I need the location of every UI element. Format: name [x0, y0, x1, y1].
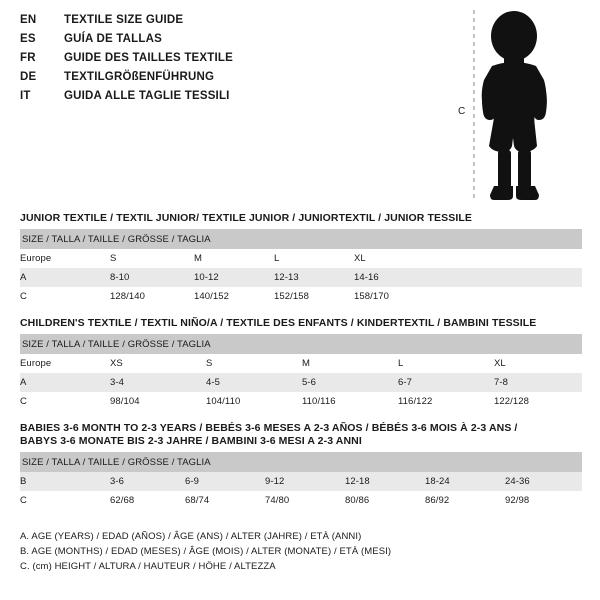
header-language-code: ES: [20, 33, 36, 45]
section-title-line2: BABYS 3-6 MONATE BIS 2-3 JAHRE / BAMBINI 3-6 MESI A 2-3 ANNI: [20, 435, 362, 447]
cell-value: 6-9: [185, 472, 265, 491]
cell-value: 9-12: [265, 472, 345, 491]
header-title: GUÍA DE TALLAS: [64, 33, 162, 45]
column-header: M: [194, 253, 203, 264]
header-block: [20, 14, 440, 109]
table-band-row: [20, 452, 582, 472]
row-label: C: [20, 291, 27, 302]
band-label: SIZE / TALLA / TAILLE / GRÖSSE / TAGLIA: [20, 334, 582, 354]
header-title: TEXTILE SIZE GUIDE: [64, 14, 184, 26]
cell-value: 86/92: [425, 495, 450, 506]
table-row: [20, 287, 582, 306]
cell-empty: [434, 287, 582, 306]
header-row: [20, 90, 440, 109]
figure-measure-label: C: [458, 106, 466, 117]
footnote-c: C. (cm) HEIGHT / ALTURA / HAUTEUR / HÖHE / ALTEZZA: [20, 561, 276, 572]
cell-value: 92/98: [505, 495, 530, 506]
column-header: XS: [110, 358, 123, 369]
cell-empty: [434, 268, 582, 287]
section-title: JUNIOR TEXTILE / TEXTIL JUNIOR/ TEXTILE JUNIOR / JUNIORTEXTIL / JUNIOR TESSILE: [20, 212, 472, 224]
cell-value: 110/116: [302, 396, 336, 407]
table-band-row: [20, 229, 582, 249]
row-label: A: [20, 268, 110, 287]
row-label: B: [20, 472, 110, 491]
header-row: [20, 14, 440, 33]
column-header: Europe: [20, 358, 52, 369]
table-row: [20, 491, 582, 510]
row-label: C: [20, 396, 27, 407]
cell-value: 3-6: [110, 472, 185, 491]
row-label: A: [20, 373, 110, 392]
cell-value: 3-4: [110, 373, 206, 392]
cell-value: 116/122: [398, 396, 433, 407]
header-language-code: IT: [20, 90, 31, 102]
header-language-code: EN: [20, 14, 37, 26]
column-header: XL: [354, 253, 366, 264]
childrens-size-table: [20, 334, 582, 411]
cell-value: 68/74: [185, 495, 210, 506]
section-title: [20, 422, 582, 452]
header-title: GUIDE DES TAILLES TEXTILE: [64, 52, 233, 64]
footnotes-block: [20, 529, 582, 574]
table-band-row: [20, 334, 582, 354]
cell-value: 98/104: [110, 396, 140, 407]
cell-value: 14-16: [354, 268, 434, 287]
toddler-silhouette-icon: [452, 6, 592, 206]
footnote-a: A. AGE (YEARS) / EDAD (AÑOS) / ÂGE (ANS) / ALTER (JAHRE) / ETÀ (ANNI): [20, 531, 362, 542]
header-row: [20, 33, 440, 52]
column-header: L: [274, 253, 280, 264]
row-label: C: [20, 495, 27, 506]
header-title: GUIDA ALLE TAGLIE TESSILI: [64, 90, 230, 102]
table-row: [20, 472, 582, 491]
cell-value: 104/110: [206, 396, 241, 407]
cell-value: 128/140: [110, 291, 146, 302]
band-label: SIZE / TALLA / TAILLE / GRÖSSE / TAGLIA: [20, 452, 582, 472]
cell-value: 6-7: [398, 373, 494, 392]
footnote-b: B. AGE (MONTHS) / EDAD (MESES) / ÂGE (MOIS) / ALTER (MONATE) / ETÀ (MESI): [20, 546, 392, 557]
table-header-row: [20, 249, 582, 268]
babies-size-table: [20, 452, 582, 510]
cell-value: 152/158: [274, 291, 310, 302]
measurement-figure: [452, 6, 592, 206]
band-label: SIZE / TALLA / TAILLE / GRÖSSE / TAGLIA: [20, 229, 582, 249]
header-row: [20, 52, 440, 71]
table-row: [20, 373, 582, 392]
cell-value: 4-5: [206, 373, 302, 392]
section-title: CHILDREN'S TEXTILE / TEXTIL NIÑO/A / TEXTILE DES ENFANTS / KINDERTEXTIL / BAMBINI TESSILE: [20, 317, 537, 329]
cell-value: 5-6: [302, 373, 398, 392]
column-header: S: [110, 253, 117, 264]
table-row: [20, 268, 582, 287]
cell-value: 74/80: [265, 495, 290, 506]
junior-size-table: [20, 229, 582, 306]
cell-value: 140/152: [194, 291, 230, 302]
column-header: Europe: [20, 253, 52, 264]
column-header: XL: [494, 358, 506, 369]
header-title: TEXTILGRÖßENFÜHRUNG: [64, 71, 215, 83]
cell-value: 7-8: [494, 373, 582, 392]
cell-value: 8-10: [110, 268, 194, 287]
section-babies-textile: [20, 422, 582, 510]
header-language-code: DE: [20, 71, 37, 83]
header-language-code: FR: [20, 52, 36, 64]
cell-value: 12-18: [345, 472, 425, 491]
section-title-line1: BABIES 3-6 MONTH TO 2-3 YEARS / BEBÉS 3-6 MESES A 2-3 AÑOS / BÉBÉS 3-6 MOIS À 2-3 ANS /: [20, 422, 518, 434]
header-row: [20, 71, 440, 90]
column-header-empty: [434, 249, 582, 268]
table-header-row: [20, 354, 582, 373]
cell-value: 158/170: [354, 291, 390, 302]
column-header: M: [302, 358, 311, 369]
column-header: S: [206, 358, 213, 369]
cell-value: 80/86: [345, 495, 370, 506]
cell-value: 62/68: [110, 495, 135, 506]
cell-value: 24-36: [505, 472, 582, 491]
cell-value: 12-13: [274, 268, 354, 287]
column-header: L: [398, 358, 404, 369]
cell-value: 122/128: [494, 396, 530, 407]
cell-value: 10-12: [194, 268, 274, 287]
table-row: [20, 392, 582, 411]
section-junior-textile: [20, 212, 582, 306]
cell-value: 18-24: [425, 472, 505, 491]
section-childrens-textile: [20, 317, 582, 411]
